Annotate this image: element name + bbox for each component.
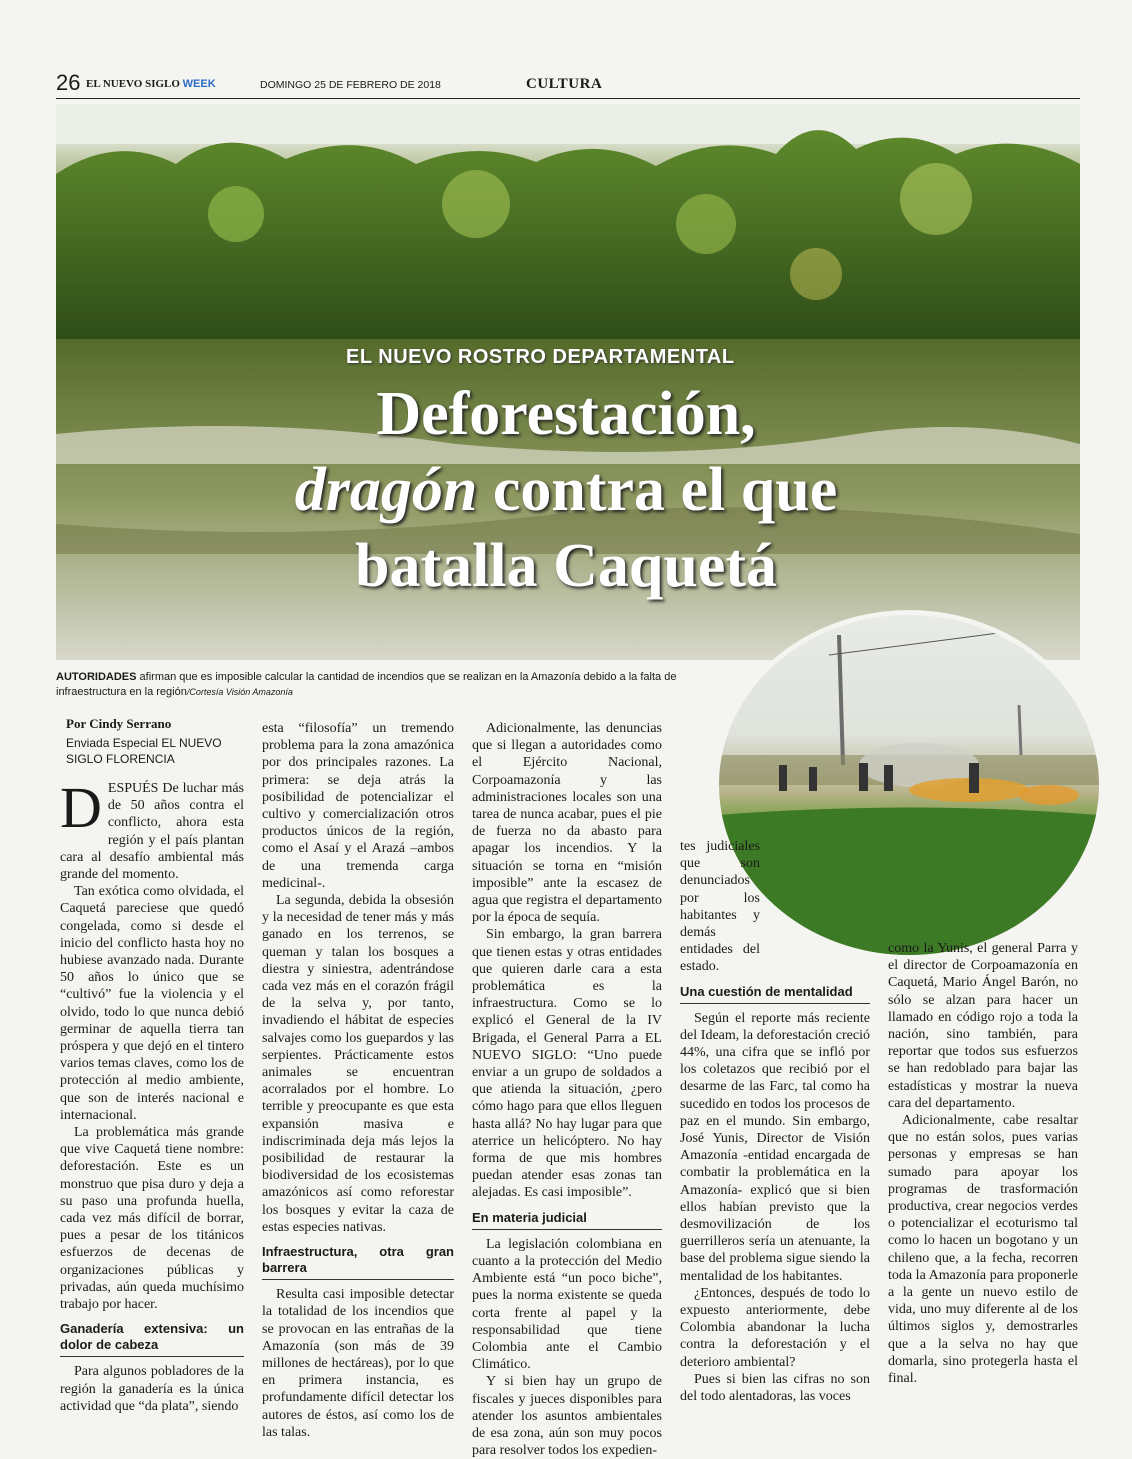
paragraph: Pues si bien las cifras no son del todo alentadoras, las voces: [680, 1371, 870, 1405]
paragraph: La legislación colombiana en cuanto a la protección del Medio Ambiente está “un poco biche”, pues la norma existente se queda corta frente al papel y la responsabilidad que tiene Colombia ante el Cambio Climático.: [472, 1236, 662, 1373]
article-column-5: [888, 940, 1078, 1387]
caption-credit: /Cortesía Visión Amazonía: [186, 687, 293, 697]
paragraph: como la Yunis, el general Parra y el director de Corpoamazonía en Caquetá, Mario Ángel Barón, no sólo se alzan para hacer un llamado en código rojo a toda la nación, sino también, para reportar que todos sus esfuerzos se han redoblado para bajar las estadísticas y mostrar la nueva cara del departamento.: [888, 941, 1078, 1111]
paragraph: Resulta casi imposible detectar la totalidad de los incendios que se provocan en las entrañas de la Amazonía (son más de 39 millones de hectáreas), por lo que en primera instancia, es profundamente difícil detectar los autores de éstos, así como los de las talas.: [262, 1287, 454, 1440]
week-label: WEEK: [182, 78, 216, 90]
headline-line-3: batalla Caquetá: [355, 532, 777, 600]
article-column-2: [262, 720, 454, 1441]
page-number: 26: [56, 70, 81, 95]
paragraph-text: ESPUÉS De luchar más de 50 años contra el conflicto, ahora esta región y el país plantan cara al desafío ambiental más grande del momento.: [60, 781, 244, 883]
paragraph: Sin embargo, la gran barrera que tienen estas y otras entidades que quieren darle cara a esta problemática es la infraestructura. Como se lo explicó el General de la IV Brigada, el General Parra a EL NUEVO SIGLO: “Uno puede enviar a un grupo de soldados a que atienda la situación, ¿pero cómo hago para que ellos lleguen hasta allá? No hay lugar para que aterrice un helicóptero. No hay forma de que mis hombres puedan atender esas zonas tan alejadas. Es casi imposible”.: [472, 927, 662, 1201]
hero-photo: [56, 104, 1080, 660]
subheading: En materia judicial: [472, 1210, 662, 1230]
masthead: [86, 78, 216, 90]
subheading: Infraestructura, otra gran barrera: [262, 1244, 454, 1280]
paragraph: Y si bien hay un grupo de fiscales y jueces disponibles para atender los asuntos ambientales de esa zona, aún son muy pocos para resolver todos los expedien-: [472, 1374, 662, 1459]
byline-role: Enviada Especial EL NUEVO SIGLO FLORENCIA: [66, 736, 222, 766]
headline-line-2: [206, 452, 926, 528]
drop-cap: D: [60, 775, 102, 840]
paper-name: EL NUEVO SIGLO: [86, 78, 180, 90]
photo-caption: [56, 670, 696, 700]
headline: [206, 376, 926, 604]
paragraph: Para algunos pobladores de la región la ganadería es la única actividad que “da plata”, siendo: [60, 1364, 244, 1414]
subheading: Una cuestión de mentalidad: [680, 984, 870, 1004]
paragraph: La problemática más grande que vive Caquetá tiene nombre: deforestación. Este es un monstruo que pisa duro y deja a su paso una profunda huella, cada vez más difícil de borrar, pues a pesar de los titánicos esfuerzos de decenas de organizaciones públicas y privadas, aún queda muchísimo trabajo por hacer.: [60, 1125, 244, 1313]
article-column-4: [680, 838, 870, 1405]
headline-line-1: Deforestación,: [376, 380, 756, 448]
page-header: [56, 70, 1080, 99]
article-column-3: [472, 720, 662, 1459]
kicker: EL NUEVO ROSTRO DEPARTAMENTAL: [346, 346, 735, 368]
paragraph: ¿Entonces, después de todo lo expuesto anteriormente, debe Colombia abandonar la lucha contra la deforestación y el deterioro ambiental?: [680, 1285, 870, 1370]
subheading: Ganadería extensiva: un dolor de cabeza: [60, 1321, 244, 1357]
paragraph: [60, 775, 244, 883]
caption-text: afirman que es imposible calcular la cantidad de incendios que se realizan en la Amazonía debido a la falta de infraestructura en la región: [56, 671, 677, 698]
byline-author: Por Cindy Serrano: [66, 716, 172, 731]
paragraph: Tan exótica como olvidada, el Caquetá pareciese que quedó congelada, como si desde el inicio del conflicto hasta hoy no hubiese avanzado nada. Durante 50 años lo único que se “cultivó” fue la violencia y el olvido, todo lo que nunca debió germinar de aquella tierra tan próspera y que dejó en el tintero varios temas claves, como los de protección al medio ambiente, que son de interés nacional e internacional.: [60, 884, 244, 1123]
caption-lead: AUTORIDADES: [56, 671, 137, 683]
headline-line-2-rest: contra el que: [477, 456, 838, 524]
headline-italic-word: dragón: [294, 456, 478, 524]
paragraph: Adicionalmente, las denuncias que si llegan a autoridades como el Ejército Nacional, Corpoamazonía y las administraciones locales son una tarea de nunca acabar, pues el pie de fuerza no da abasto para apagar los incendios. Y la situación se torna en “misión imposible” ante la escasez de agua que registra el departamento por la época de sequía.: [472, 721, 662, 926]
paragraph: Según el reporte más reciente del Ideam, la deforestación creció 44%, una cifra que se infló por los coletazos que recibió por el desarme de las Farc, tal como ha sucedido en todos los procesos de paz en el mundo. Sin embargo, José Yunis, Director de Visión Amazonía -entidad encargada de combatir la problemática en la Amazonía- explicó que si bien ellos habían previsto que la desmovilización de los guerrilleros sería un atenuante, la base del problema sigue siendo la mentalidad de los habitantes.: [680, 1010, 870, 1284]
paragraph: tes judiciales que son denunciados por los habitantes y demás entidades del estado.: [680, 839, 760, 975]
section-label: CULTURA: [526, 76, 603, 92]
article-column-1: [60, 775, 244, 1415]
paragraph: Adicionalmente, cabe resaltar que no están solos, pues varias personas y empresas se han sumado para apoyar los programas de trasformación productiva, crear negocios verdes o potencializar el ecoturismo tal como lo hacen un bogotano y un chileno que, a la fecha, recorren toda la Amazonía para proponerle a la gente un nuevo estilo de vida, uno muy diferente al de los últimos siglos y, demostrarles que a la selva no hay que domarla, sino protegerla hasta el final.: [888, 1113, 1078, 1387]
dateline: DOMINGO 25 DE FEBRERO DE 2018: [260, 79, 441, 91]
paragraph: esta “filosofía” un tremendo problema para la zona amazónica por dos principales razones. La primera: se deja atrás la posibilidad de potencializar el cultivo y comercialización otros productos únicos de la región, como el Asaí y el Arazá –ambos de una tremenda carga medicinal-.: [262, 721, 454, 891]
paragraph: La segunda, debida la obsesión y la necesidad de tener más y más ganado en los terrenos, se queman y talan los bosques a diestra y siniestra, adentrándose cada vez más en el corazón frágil de la selva y, por tanto, invadiendo el hábitat de especies salvajes como los guepardos y las serpientes. Prácticamente estos animales se encuentran acorralados por el hombre. Lo terrible y preocupante es que esta expansión masiva e indiscriminada deja más lejos la posibilidad de restaurar la biodiversidad de los ecosistemas amazónicos así como reforestar los bosques y evitar la caza de estas especies nativas.: [262, 893, 454, 1235]
